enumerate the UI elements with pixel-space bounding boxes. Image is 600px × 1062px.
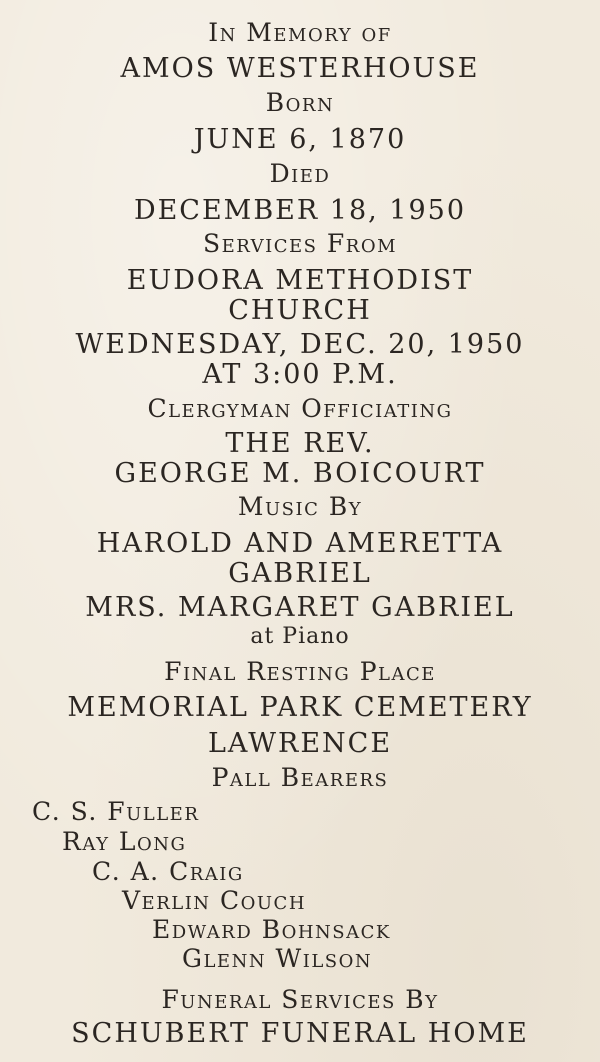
deceased-name: AMOS WESTERHOUSE bbox=[120, 53, 480, 84]
funeral-home-name: SCHUBERT FUNERAL HOME bbox=[71, 1018, 529, 1049]
services-from-label: Services From bbox=[202, 229, 398, 258]
clergyman-line2: GEORGE M. BOICOURT bbox=[114, 458, 486, 489]
church-name-line2: CHURCH bbox=[228, 295, 372, 326]
pall-bearer: Glenn Wilson bbox=[182, 944, 373, 973]
resting-place-label: Final Resting Place bbox=[164, 657, 436, 686]
in-memory-of-heading: In Memory of bbox=[208, 18, 392, 47]
service-time: AT 3:00 P.M. bbox=[202, 359, 398, 390]
church-name-line1: EUDORA METHODIST bbox=[126, 265, 474, 296]
born-date: JUNE 6, 1870 bbox=[193, 124, 407, 155]
pall-bearer: C. A. Craig bbox=[92, 857, 244, 886]
died-label: Died bbox=[269, 159, 331, 188]
music-label: Music By bbox=[237, 492, 363, 521]
pianist-name: MRS. MARGARET GABRIEL bbox=[85, 592, 515, 623]
cemetery-name: MEMORIAL PARK CEMETERY bbox=[67, 692, 533, 723]
funeral-services-label: Funeral Services By bbox=[161, 985, 439, 1014]
pall-bearer: Ray Long bbox=[62, 827, 187, 856]
died-date: DECEMBER 18, 1950 bbox=[133, 195, 467, 226]
clergyman-line1: THE REV. bbox=[225, 428, 375, 459]
cemetery-city: LAWRENCE bbox=[207, 728, 393, 759]
music-performers-line2: GABRIEL bbox=[228, 558, 372, 589]
clergyman-label: Clergyman Officiating bbox=[147, 394, 453, 423]
pall-bearer: Edward Bohnsack bbox=[152, 915, 391, 944]
music-performers-line1: HAROLD AND AMERETTA bbox=[96, 528, 504, 559]
born-label: Born bbox=[265, 88, 335, 117]
pall-bearers-label: Pall Bearers bbox=[211, 763, 389, 792]
pall-bearer: Verlin Couch bbox=[122, 886, 307, 915]
service-date: WEDNESDAY, DEC. 20, 1950 bbox=[75, 329, 525, 360]
pianist-role: at Piano bbox=[250, 624, 350, 649]
pall-bearer: C. S. Fuller bbox=[32, 797, 200, 826]
